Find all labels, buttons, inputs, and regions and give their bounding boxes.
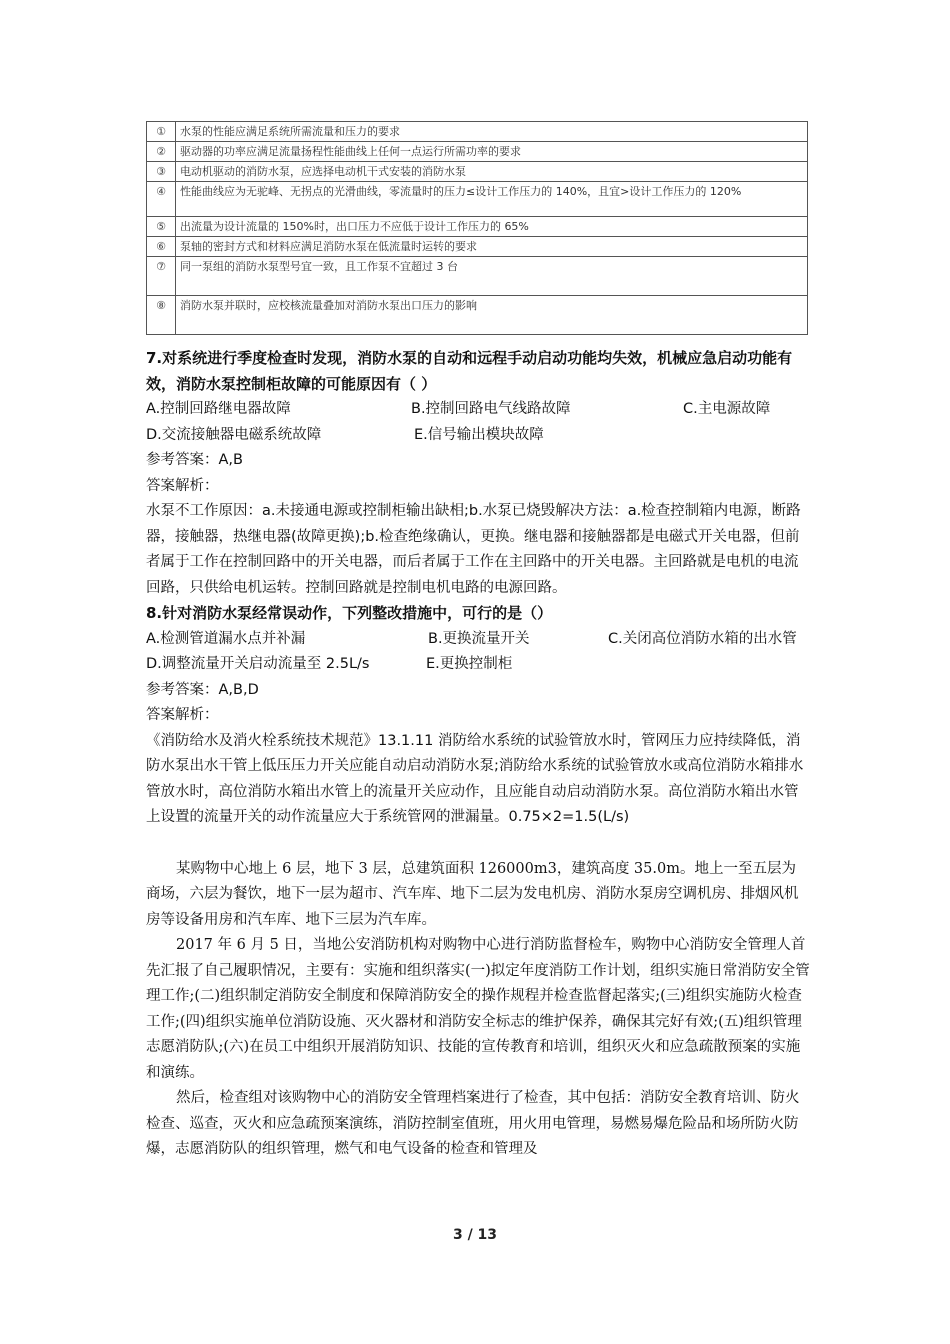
row-text: 驱动器的功率应满足流量扬程性能曲线上任何一点运行所需功率的要求 [176, 142, 808, 162]
row-number: ⑧ [147, 296, 176, 335]
option-b: B.控制回路电气线路故障 [411, 401, 571, 417]
spacer [146, 831, 810, 857]
row-text: 电动机驱动的消防水泵，应选择电动机干式安装的消防水泵 [176, 162, 808, 182]
question-8: 8.针对消防水泵经常误动作，下列整改措施中，可行的是（） [146, 604, 553, 622]
option-a: A.检测管道漏水点并补漏 [146, 630, 306, 647]
analysis-label-8: 答案解析： [146, 707, 219, 723]
option-e: E.更换控制柜 [426, 656, 513, 672]
row-number: ⑤ [147, 217, 176, 237]
analysis-8: 《消防给水及消火栓系统技术规范》13.1.11 消防给水系统的试验管放水时，管网压力应持续降低，消防水泵出水干管上低压压力开关应能自动启动消防水泵;消防给水系统的试验管放水或高位消防水箱排水管放水时，高位消防水箱出水管上的流量开关应动作，且应能自动启动消防水泵。高位消防水箱出水管上设置的流量开关的动作流量应大于系统管网的泄漏量。0.75×2=1.5(L/s) [146, 732, 804, 825]
option-a: A.控制回路继电器故障 [146, 401, 291, 417]
option-e: E.信号输出模块故障 [414, 426, 544, 443]
analysis-label-7: 答案解析： [146, 477, 219, 494]
option-c: C.关闭高位消防水箱的出水管 [608, 630, 797, 647]
requirements-table [146, 121, 808, 335]
row-number: ③ [147, 162, 176, 182]
option-d: D.调整流量开关启动流量至 2.5L/s [146, 656, 370, 672]
table-row [147, 162, 808, 182]
case-paragraph-1: 某购物中心地上 6 层，地下 3 层，总建筑面积 126000m3，建筑高度 35.0m。地上一至五层为商场，六层为餐饮，地下一层为超市、汽车库、地下二层为发电机房、消防水泵房空调机房、排烟风机房等设备用房和汽车库、地下三层为汽车库。 [146, 860, 799, 928]
case-paragraph-2: 2017 年 6 月 5 日，当地公安消防机构对购物中心进行消防监督检车，购物中心消防安全管理人首先汇报了自己履职情况，主要有：实施和组织落实(一)拟定年度消防工作计划，组织实施日常消防安全管理工作;(二)组织制定消防安全制度和保障消防安全的操作规程并检查监督起落实;(三)组织实施防火检查工作;(四)组织实施单位消防设施、灭火器材和消防安全标志的维护保养，确保其完好有效;(五)组织管理志愿消防队;(六)在员工中组织开展消防知识、技能的宣传教育和培训，组织灭火和应急疏散预案的实施和演练。 [146, 937, 810, 1081]
question-7: 7.对系统进行季度检查时发现，消防水泵的自动和远程手动启动功能均失效，机械应急启动功能有效，消防水泵控制柜故障的可能原因有（ ） [146, 349, 793, 393]
row-number: ⑥ [147, 237, 176, 257]
option-c: C.主电源故障 [683, 401, 771, 417]
page-number: 3 / 13 [452, 1227, 498, 1243]
table-row [147, 122, 808, 142]
option-d: D.交流接触器电磁系统故障 [146, 426, 322, 443]
row-number: ① [147, 122, 176, 142]
table-row [147, 182, 808, 217]
table-row [147, 237, 808, 257]
row-text: 性能曲线应为无驼峰、无拐点的光滑曲线，零流量时的压力≤设计工作压力的 140%，且宜>设计工作压力的 120% [176, 182, 808, 217]
case-paragraph-3: 然后，检查组对该购物中心的消防安全管理档案进行了检查，其中包括：消防安全教育培训、防火检查、巡查，灭火和应急疏预案演练，消防控制室值班，用火用电管理，易燃易爆危险品和场所防火防爆，志愿消防队的组织管理，燃气和电气设备的检查和管理及 [146, 1090, 800, 1157]
answer-7: 参考答案：A,B [146, 452, 243, 468]
row-number: ② [147, 142, 176, 162]
question-7-options-row1 [146, 397, 810, 423]
row-text: 出流量为设计流量的 150%时，出口压力不应低于设计工作压力的 65% [176, 217, 808, 237]
table-row [147, 217, 808, 237]
table-row [147, 257, 808, 296]
answer-8: 参考答案：A,B,D [146, 681, 259, 698]
question-7-options-row2 [146, 423, 810, 449]
row-number: ⑦ [147, 257, 176, 296]
table-row [147, 296, 808, 335]
table-row [147, 142, 808, 162]
analysis-7: 水泵不工作原因：a.未接通电源或控制柜输出缺相;b.水泵已烧毁解决方法：a.检查控制箱内电源，断路器，接触器，热继电器(故障更换);b.检查绝缘确认，更换。继电器和接触器都是电磁式开关电器，但前者属于工作在控制回路中的开关电器，而后者属于工作在主回路中的开关电器。主回路就是电机的电流回路，只供给电机运转。控制回路就是控制电机电路的电源回路。 [146, 503, 801, 596]
question-8-options-row2 [146, 652, 810, 678]
row-number: ④ [147, 182, 176, 217]
option-b: B.更换流量开关 [428, 630, 530, 647]
row-text: 同一泵组的消防水泵型号宜一致，且工作泵不宜超过 3 台 [176, 257, 808, 296]
row-text: 消防水泵并联时，应校核流量叠加对消防水泵出口压力的影响 [176, 296, 808, 335]
row-text: 泵轴的密封方式和材料应满足消防水泵在低流量时运转的要求 [176, 237, 808, 257]
row-text: 水泵的性能应满足系统所需流量和压力的要求 [176, 122, 808, 142]
main-content [146, 346, 810, 1163]
